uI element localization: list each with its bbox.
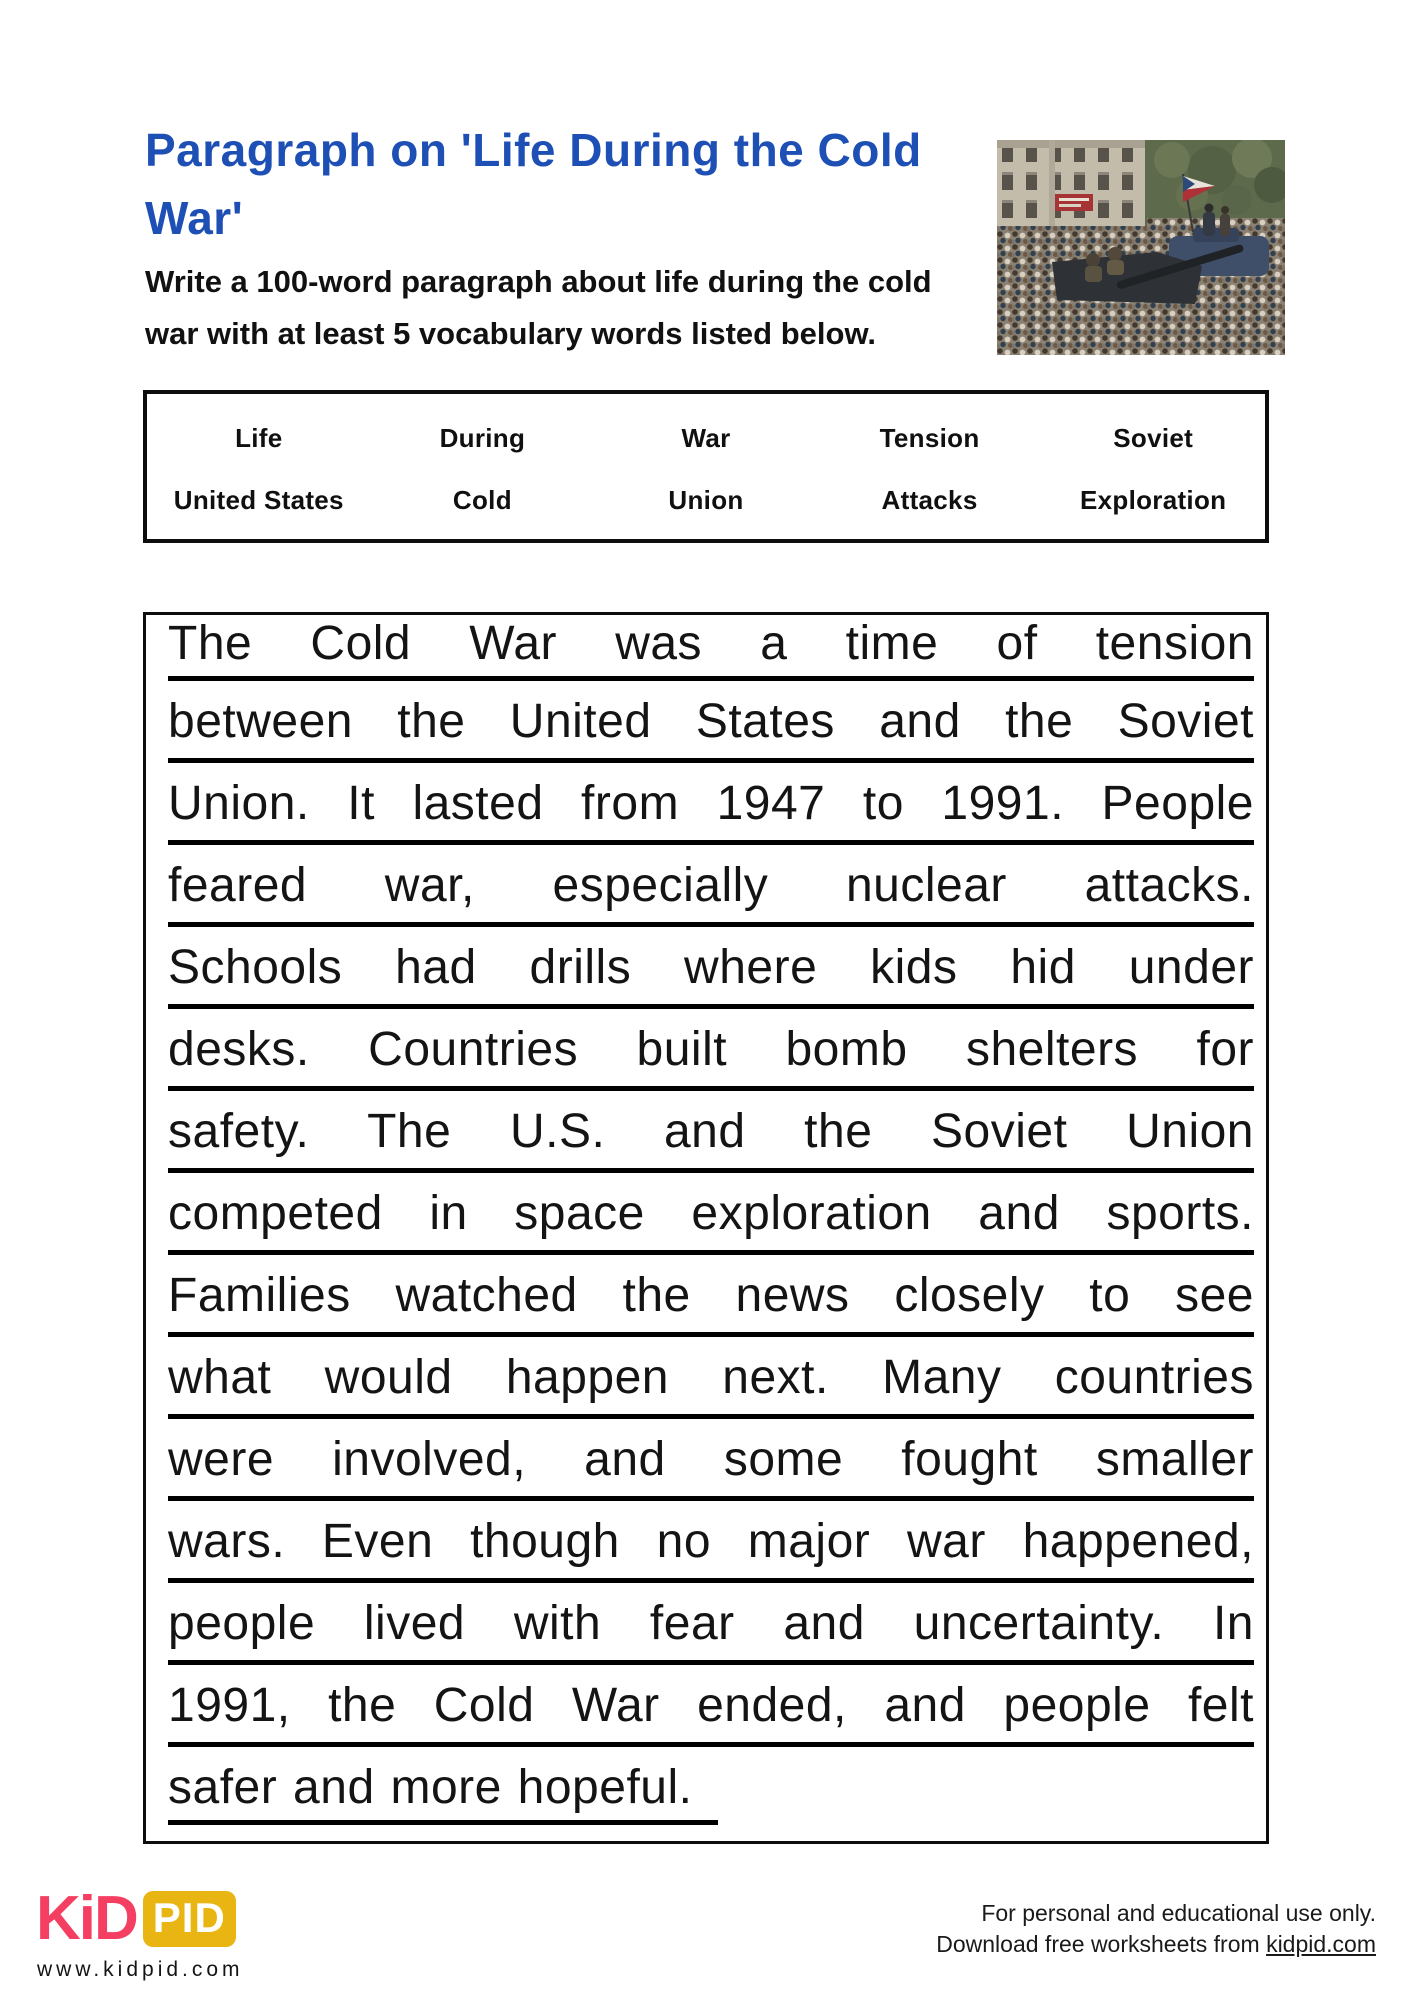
website-url: www.kidpid.com — [37, 1958, 244, 1981]
page-title-line-2: War' — [145, 192, 244, 244]
kidpid-logo — [36, 1884, 236, 1953]
paragraph-line-2: between the United States and the Soviet — [168, 681, 1254, 763]
vocab-word-life: Life — [235, 422, 283, 453]
vocab-word-attacks: Attacks — [881, 484, 978, 515]
paragraph-line-13: people lived with fear and uncertainty. In — [168, 1583, 1254, 1665]
vocabulary-box — [143, 390, 1269, 543]
vocab-word-cold: Cold — [452, 484, 512, 515]
instructions-text — [145, 256, 932, 360]
download-note-text: Download free worksheets from — [936, 1931, 1260, 1957]
vocab-row-1 — [147, 407, 1265, 469]
paragraph-line-5: Schools had drills where kids hid under — [168, 927, 1254, 1009]
footer-note — [936, 1898, 1376, 1960]
vocab-word-united-states: United States — [173, 484, 344, 515]
vocab-word-union: Union — [668, 484, 744, 515]
building-facade — [997, 140, 1147, 240]
paragraph-line-3: Union. It lasted from 1947 to 1991. People — [168, 763, 1254, 845]
logo-kid-text: KiD — [36, 1884, 137, 1953]
vocab-row-2 — [147, 469, 1265, 531]
instructions-line-2: war with at least 5 vocabulary words listed below. — [145, 316, 877, 351]
paragraph-line-4: feared war, especially nuclear attacks. — [168, 845, 1254, 927]
paragraph-line-15-text: safer and more hopeful. — [168, 1747, 718, 1825]
download-note — [936, 1929, 1376, 1960]
paragraph-box — [143, 612, 1269, 1844]
paragraph-line-6: desks. Countries built bomb shelters for — [168, 1009, 1254, 1091]
vocab-word-during: During — [439, 422, 526, 453]
paragraph-line-9: Families watched the news closely to see — [168, 1255, 1254, 1337]
vocab-word-tension: Tension — [879, 422, 980, 453]
paragraph-line-1: The Cold War was a time of tension — [168, 615, 1254, 681]
page-title — [145, 116, 922, 252]
paragraph-line-11: were involved, and some fought smaller — [168, 1419, 1254, 1501]
vocab-word-war: War — [681, 422, 731, 453]
logo-pid-badge: PID — [143, 1891, 236, 1947]
kidpid-link[interactable]: kidpid.com — [1266, 1931, 1376, 1957]
paragraph-line-15 — [168, 1747, 1254, 1829]
paragraph-line-10: what would happen next. Many countries — [168, 1337, 1254, 1419]
vocab-word-soviet: Soviet — [1113, 422, 1194, 453]
paragraph-line-8: competed in space exploration and sports. — [168, 1173, 1254, 1255]
instructions-line-1: Write a 100-word paragraph about life during the cold — [145, 264, 932, 299]
paragraph-line-12: wars. Even though no major war happened, — [168, 1501, 1254, 1583]
vocab-word-exploration: Exploration — [1080, 484, 1227, 515]
paragraph-line-14: 1991, the Cold War ended, and people felt — [168, 1665, 1254, 1747]
usage-note: For personal and educational use only. — [981, 1900, 1376, 1926]
cold-war-photo — [997, 140, 1285, 355]
paragraph-line-7: safety. The U.S. and the Soviet Union — [168, 1091, 1254, 1173]
page-title-line-1: Paragraph on 'Life During the Cold — [145, 124, 922, 176]
